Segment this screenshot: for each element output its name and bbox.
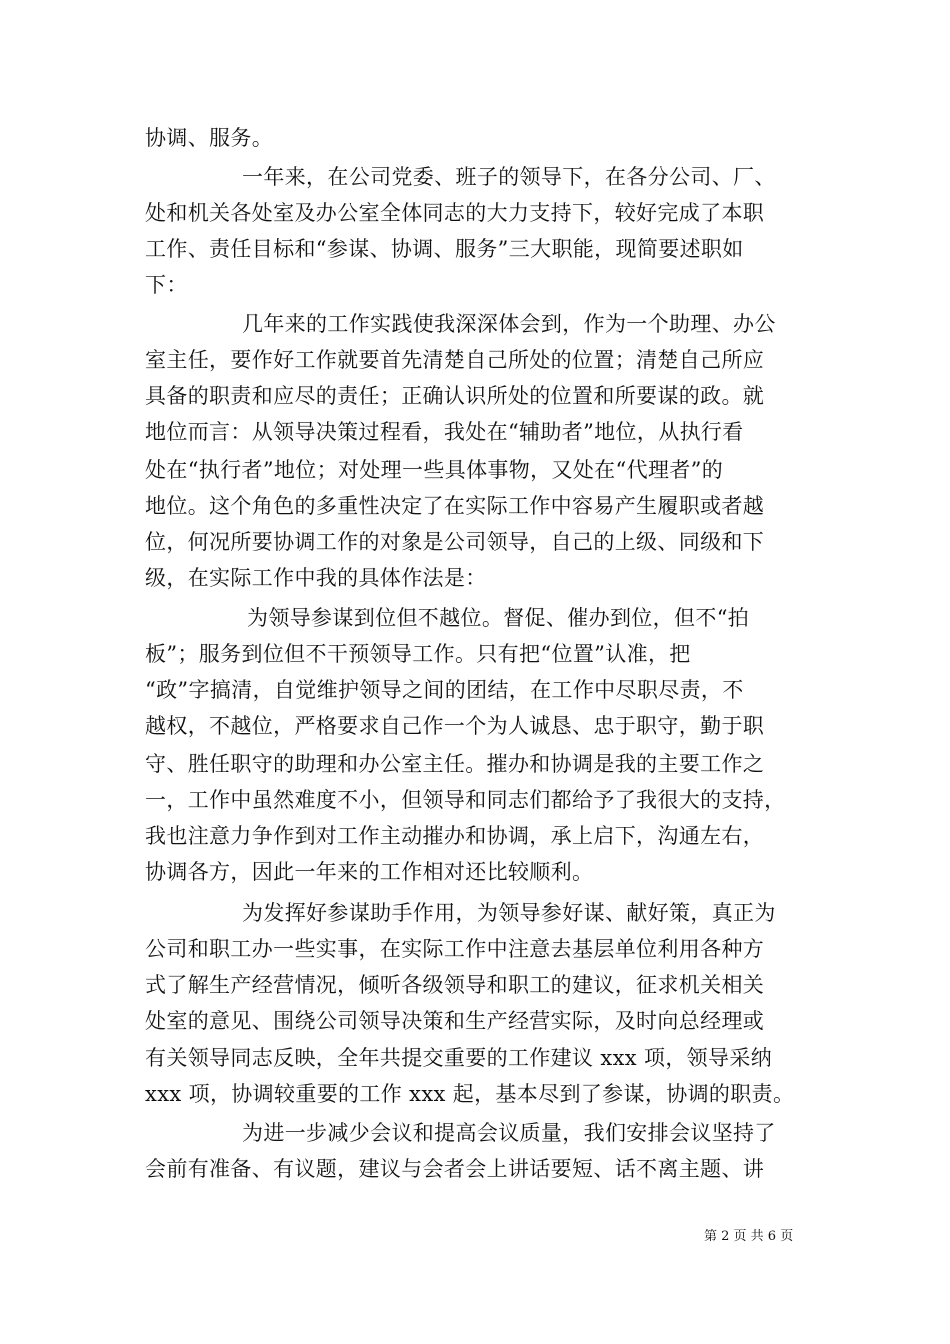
text-line-14: 为领导参谋到位但不越位。督促、催办到位，但不“拍 [247,606,750,630]
text-line-4: 工作、责任目标和“参谋、协调、服务”三大职能，现简要述职如 [145,237,744,261]
text-line-16: “政”字搞清，自觉维护领导之间的团结，在工作中尽职尽责，不 [145,678,744,702]
page-number-footer: 第 2 页 共 6 页 [704,1229,794,1244]
text-line-24: 式了解生产经营情况，倾听各级领导和职工的建议，征求机关相关 [145,973,765,997]
text-line-18: 守、胜任职守的助理和办公室主任。摧办和协调是我的主要工作之 [145,752,765,776]
text-line-21: 协调各方，因此一年来的工作相对还比较顺利。 [145,860,594,884]
text-line-12: 位，何况所要协调工作的对象是公司领导，自己的上级、同级和下 [145,530,765,554]
text-line-11: 地位。这个角色的多重性决定了在实际工作中容易产生履职或者越 [145,494,765,518]
text-line-6: 几年来的工作实践使我深深体会到，作为一个助理、办公 [242,312,776,336]
text-line-29: 会前有准备、有议题，建议与会者会上讲话要短、话不离主题、讲 [145,1157,765,1181]
text-line-3: 处和机关各处室及办公室全体同志的大力支持下，较好完成了本职 [145,201,765,225]
text-line-2: 一年来，在公司党委、班子的领导下，在各分公司、厂、 [242,165,776,189]
text-line-15: 板”；服务到位但不干预领导工作。只有把“位置”认准，把 [145,642,691,666]
text-line-13: 级，在实际工作中我的具体作法是： [145,566,487,590]
text-line-26: 有关领导同志反映，全年共提交重要的工作建议 xxx 项，领导采纳 [145,1046,773,1070]
text-line-19: 一，工作中虽然难度不小，但领导和同志们都给予了我很大的支持， [145,788,786,812]
text-line-8: 具备的职责和应尽的责任；正确认识所处的位置和所要谋的政。就 [145,384,765,408]
text-line-28: 为进一步减少会议和提高会议质量，我们安排会议坚持了 [242,1121,776,1145]
text-line-17: 越权，不越位，严格要求自己作一个为人诚恳、忠于职守，勤于职 [145,714,765,738]
text-line-1: 协调、服务。 [145,126,274,150]
text-line-22: 为发挥好参谋助手作用，为领导参好谋、献好策，真正为 [242,901,776,925]
text-line-27: xxx 项，协调较重要的工作 xxx 起，基本尽到了参谋，协调的职责。 [145,1082,795,1106]
text-line-23: 公司和职工办一些实事，在实际工作中注意去基层单位利用各种方 [145,937,765,961]
text-line-20: 我也注意力争作到对工作主动摧办和协调，承上启下，沟通左右， [145,824,765,848]
text-line-5: 下： [145,273,188,297]
text-line-9: 地位而言：从领导决策过程看，我处在“辅助者”地位，从执行看 [145,420,744,444]
text-line-10: 处在“执行者”地位；对处理一些具体事物，又处在“代理者”的 [145,458,724,482]
text-line-25: 处室的意见、围绕公司领导决策和生产经营实际，及时向总经理或 [145,1009,765,1033]
text-line-7: 室主任，要作好工作就要首先清楚自己所处的位置；清楚自己所应 [145,348,765,372]
